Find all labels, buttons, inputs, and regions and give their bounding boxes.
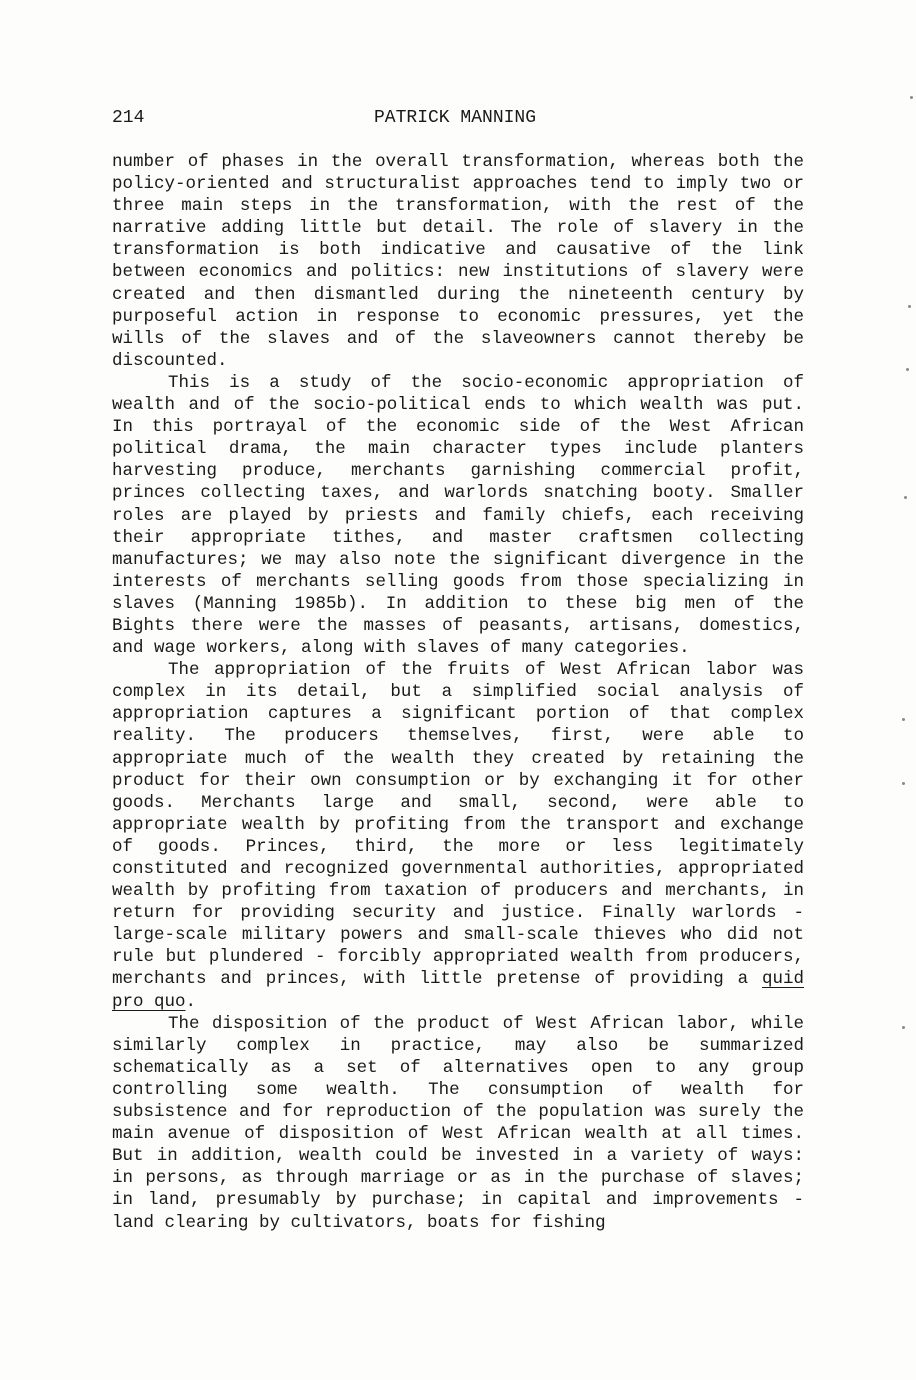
scan-speck	[902, 1026, 905, 1029]
paragraph-4: The disposition of the product of West African labor, while similarly complex in practice, may also be summarized schematically as a set of alternatives open to any group controlling some wealth. The consumption of wealth for subsistence and for reproduction of the population was surely the main avenue of disposition of West African wealth at all times. But in addition, wealth could be invested in a variety of ways: in persons, as through marriage or as in the purchase of slaves; in land, presumably by purchase; in capital and improvements - land clearing by cultivators, boats for fishing	[112, 1013, 804, 1233]
paragraph-2: This is a study of the socio-economic appropriation of wealth and of the socio-political ends to which wealth was put. In this portrayal of the economic side of the West African political drama, the main character types include planters harvesting produce, merchants garnishing commercial profit, princes collecting taxes, and warlords snatching booty. Smaller roles are played by priests and family chiefs, each receiving their appropriate tithes, and master craftsmen collecting manufactures; we may also note the significant divergence in the interests of merchants selling goods from those specializing in slaves (Manning 1985b). In addition to these big men of the Bights there were the masses of peasants, artisans, domestics, and wage workers, along with slaves of many categories.	[112, 372, 804, 659]
body-text	[112, 151, 804, 1234]
scan-speck	[904, 496, 907, 499]
scan-speck	[902, 782, 905, 785]
paragraph-3-text: The appropriation of the fruits of West African labor was complex in its detail, but a simplified social analysis of appropriation captures a significant portion of that complex reality. The producers themselves, first, were able to appropriate much of the wealth they created by retaining the product for their own consumption or by exchanging it for other goods. Merchants large and small, second, were able to appropriate wealth by profiting from the transport and exchange of goods. Princes, third, the more or less legitimately constituted and recognized governmental authorities, appropriated wealth by profiting from taxation of producers and merchants, in return for providing security and justice. Finally warlords - large-scale military powers and small-scale thieves who did not rule but plundered - forcibly appropriated wealth from producers, merchants and princes, with little pretense of providing a	[112, 660, 804, 990]
running-head	[112, 106, 802, 130]
paragraph-3-end: .	[185, 991, 197, 1012]
emphasis-quid-pro-quo: quid pro quo	[112, 969, 804, 1012]
scan-speck	[908, 305, 911, 308]
scan-speck	[906, 368, 909, 371]
page-number: 214	[112, 108, 145, 128]
paragraph-3	[112, 659, 804, 1013]
scan-speck	[902, 718, 905, 721]
running-title: PATRICK MANNING	[374, 108, 537, 128]
paragraph-1: number of phases in the overall transformation, whereas both the policy-oriented and structuralist approaches tend to imply two or three main steps in the transformation, with the rest of the narrative adding little but detail. The role of slavery in the transformation is both indicative and causative of the link between economics and politics: new institutions of slavery were created and then dismantled during the nineteenth century by purposeful action in response to economic pressures, yet the wills of the slaves and of the slaveowners cannot thereby be discounted.	[112, 152, 804, 371]
scan-speck	[910, 96, 913, 99]
